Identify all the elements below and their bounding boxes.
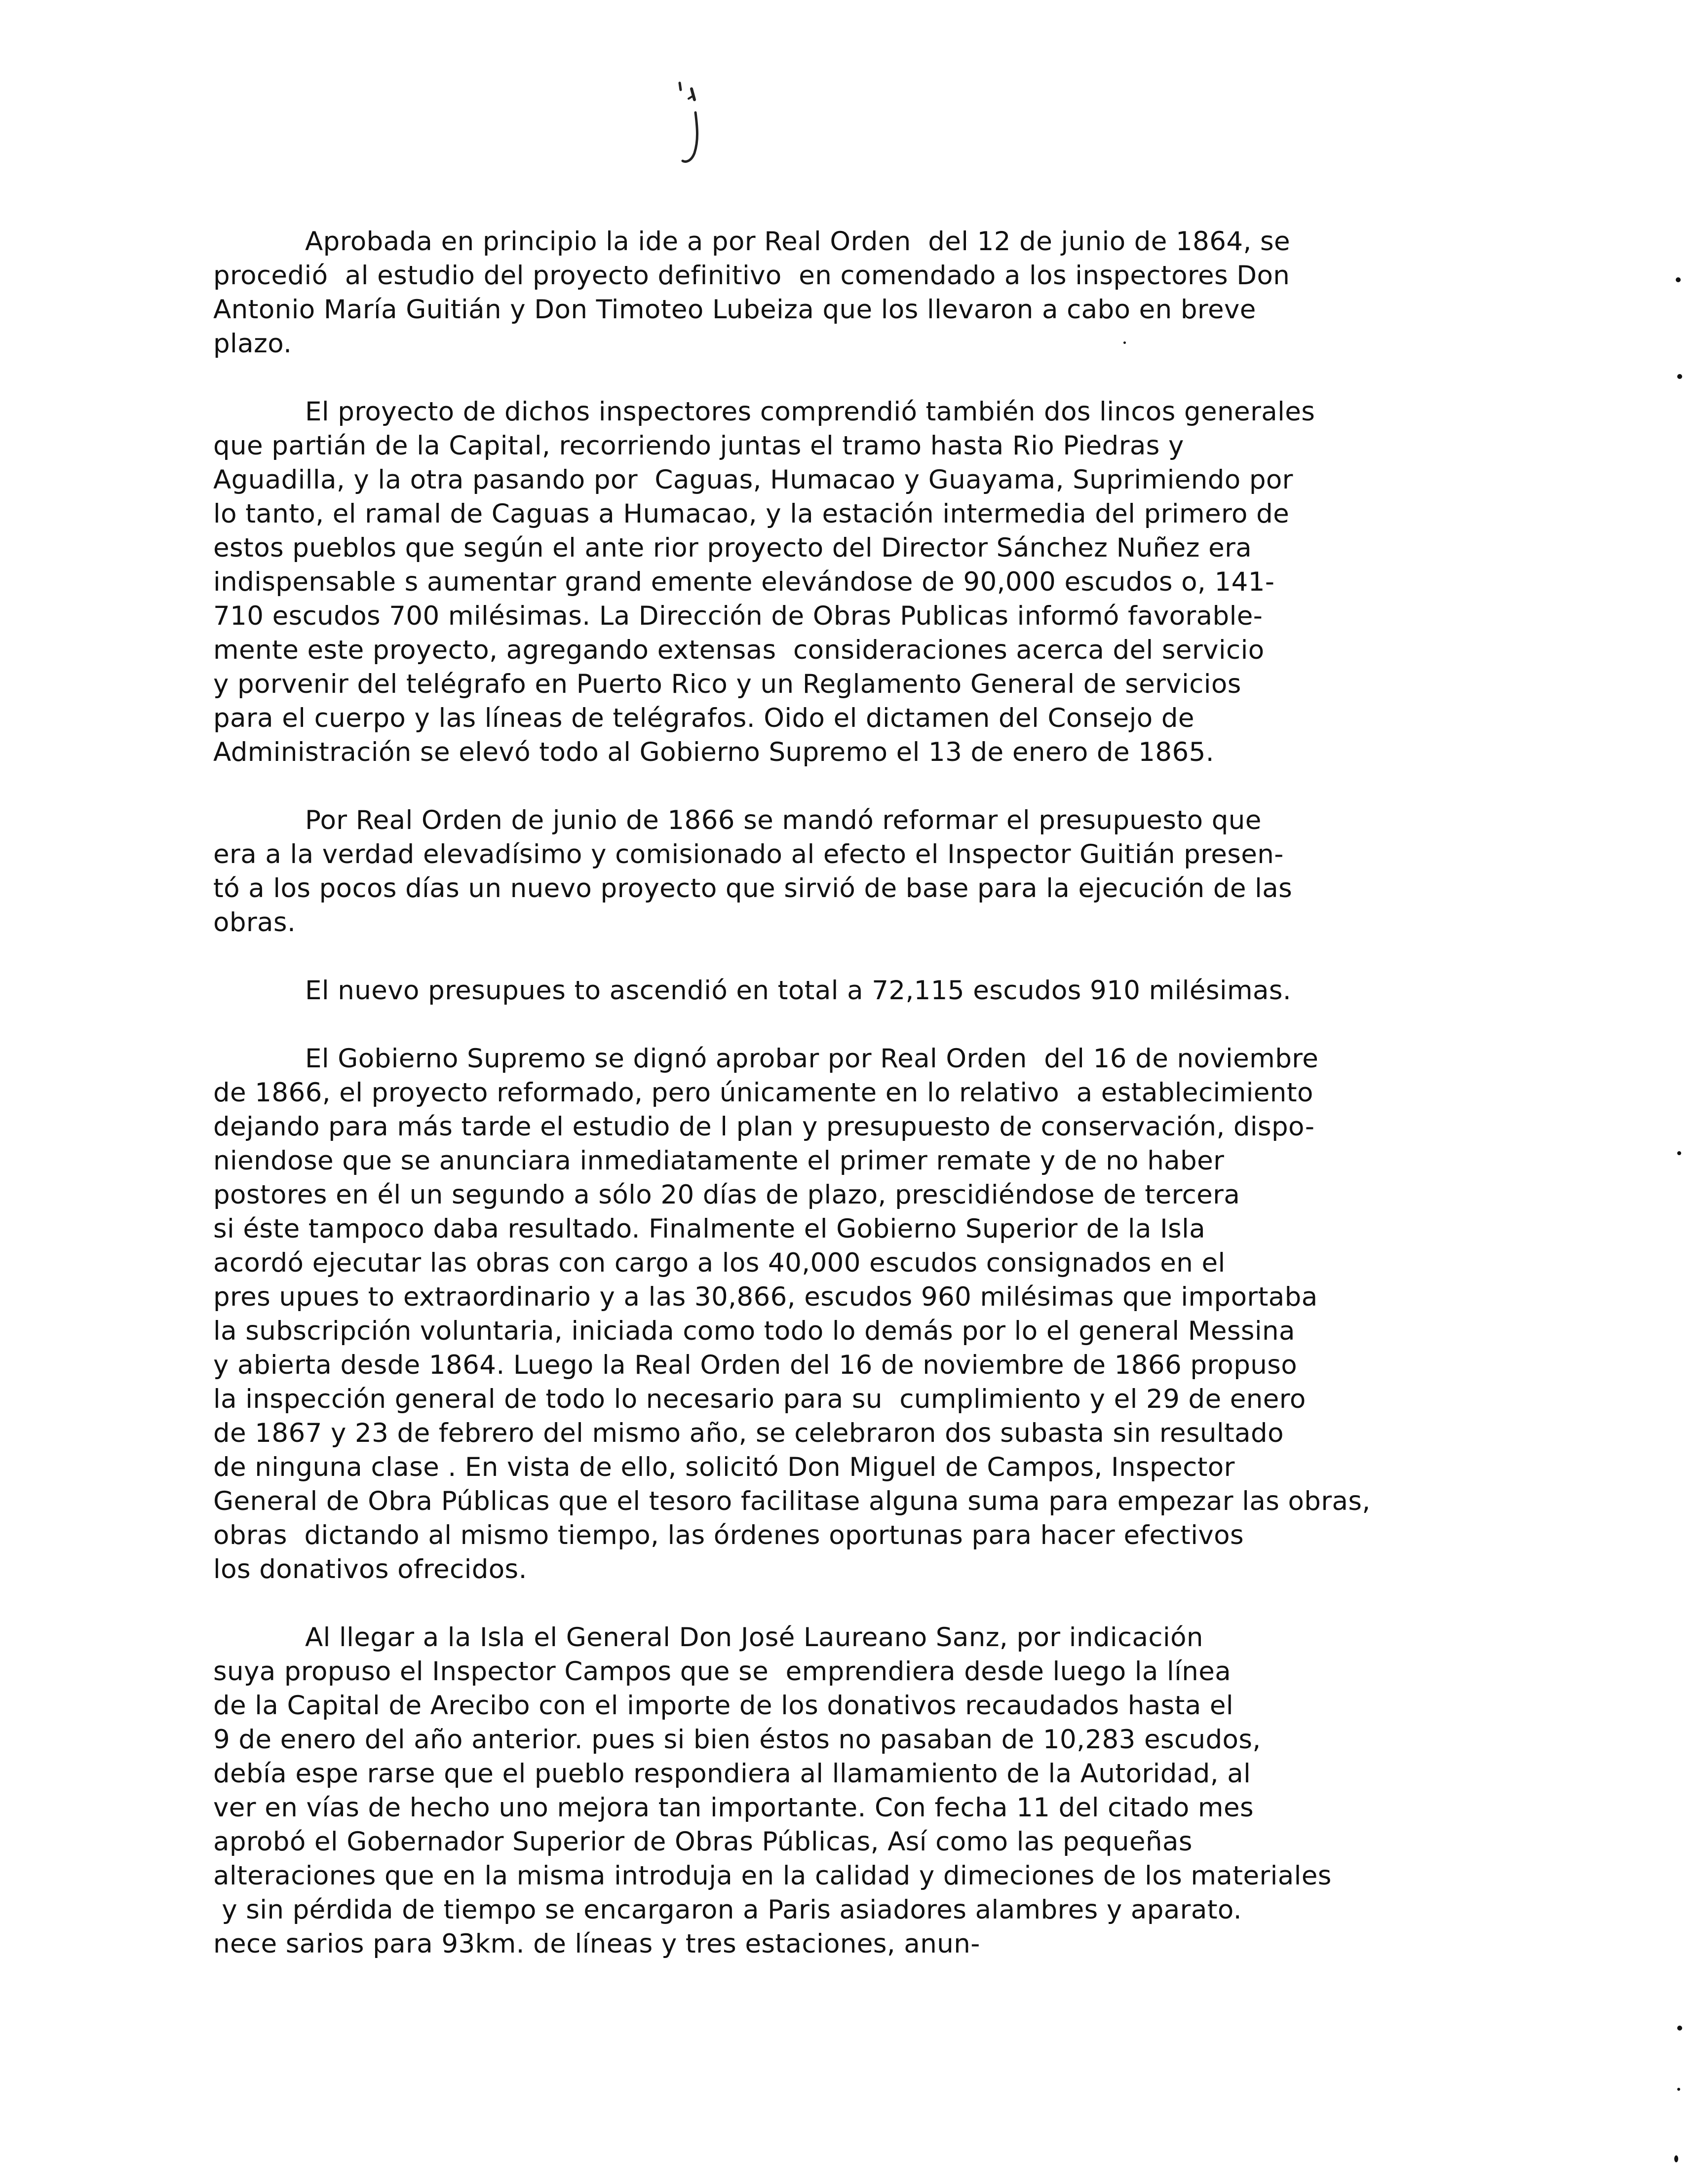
scan-speck	[1677, 2026, 1682, 2031]
text-line: Aprobada en principio la ide a por Real Orden del 12 de junio de 1864, se	[305, 226, 1291, 257]
text-line: lo tanto, el ramal de Caguas a Humacao, y la estación intermedia del primero de	[213, 499, 1290, 529]
text-line: Por Real Orden de junio de 1866 se mandó reformar el presupuesto que	[305, 805, 1262, 835]
scan-speck	[1123, 341, 1126, 344]
text-line: nece sarios para 93km. de líneas y tres estaciones, anun-	[213, 1929, 980, 1959]
text-line: acordó ejecutar las obras con cargo a los 40,000 escudos consignados en el	[213, 1248, 1226, 1278]
scan-speck	[1677, 1151, 1681, 1155]
text-line: General de Obra Públicas que el tesoro facilitase alguna suma para empezar las obras,	[213, 1486, 1371, 1516]
handwritten-mark	[659, 74, 708, 173]
text-line: estos pueblos que según el ante rior proyecto del Director Sánchez Nuñez era	[213, 533, 1252, 563]
text-line: Antonio María Guitián y Don Timoteo Lubeiza que los llevaron a cabo en breve	[213, 295, 1256, 325]
text-line: de 1867 y 23 de febrero del mismo año, se celebraron dos subasta sin resultado	[213, 1418, 1284, 1448]
text-line: tó a los pocos días un nuevo proyecto que sirvió de base para la ejecución de las	[213, 873, 1293, 904]
text-line: niendose que se anunciara inmediatamente el primer remate y de no haber	[213, 1146, 1225, 1176]
text-line: debía espe rarse que el pueblo respondiera al llamamiento de la Autoridad, al	[213, 1759, 1251, 1789]
text-line: postores en él un segundo a sólo 20 días de plazo, prescidiéndose de tercera	[213, 1180, 1240, 1210]
text-line: 710 escudos 700 milésimas. La Dirección de Obras Publicas informó favorable-	[213, 601, 1263, 631]
text-line: Aguadilla, y la otra pasando por Caguas, Humacao y Guayama, Suprimiendo por	[213, 465, 1293, 495]
text-line: y porvenir del telégrafo en Puerto Rico y un Reglamento General de servicios	[213, 669, 1241, 699]
text-line: indispensable s aumentar grand emente elevándose de 90,000 escudos o, 141-	[213, 567, 1275, 597]
text-line: plazo.	[213, 329, 292, 359]
text-line: era a la verdad elevadísimo y comisionado al efecto el Inspector Guitián presen-	[213, 839, 1284, 869]
text-line: si éste tampoco daba resultado. Finalmente el Gobierno Superior de la Isla	[213, 1214, 1206, 1244]
text-line: Administración se elevó todo al Gobierno Supremo el 13 de enero de 1865.	[213, 737, 1214, 767]
text-line: de 1866, el proyecto reformado, pero únicamente en lo relativo a establecimiento	[213, 1078, 1313, 1108]
text-line: obras.	[213, 907, 296, 938]
text-line: mente este proyecto, agregando extensas consideraciones acerca del servicio	[213, 635, 1265, 665]
text-line: El proyecto de dichos inspectores comprendió también dos lincos generales	[305, 397, 1315, 427]
text-line: la subscripción voluntaria, iniciada como todo lo demás por lo el general Messina	[213, 1316, 1295, 1346]
scan-speck	[1677, 2088, 1680, 2091]
text-line: de ninguna clase . En vista de ello, solicitó Don Miguel de Campos, Inspector	[213, 1452, 1235, 1482]
text-line: para el cuerpo y las líneas de telégrafos. Oido el dictamen del Consejo de	[213, 703, 1194, 733]
text-line: y sin pérdida de tiempo se encargaron a Paris asiadores alambres y aparato.	[213, 1895, 1242, 1925]
text-line: que partián de la Capital, recorriendo juntas el tramo hasta Rio Piedras y	[213, 431, 1184, 461]
text-line: 9 de enero del año anterior. pues si bien éstos no pasaban de 10,283 escudos,	[213, 1725, 1261, 1755]
text-line: alteraciones que en la misma introduja en la calidad y dimeciones de los materiales	[213, 1861, 1332, 1891]
text-line: de la Capital de Arecibo con el importe de los donativos recaudados hasta el	[213, 1691, 1234, 1721]
scan-speck	[1676, 277, 1681, 282]
text-line: El nuevo presupues to ascendió en total a 72,115 escudos 910 milésimas.	[305, 976, 1292, 1006]
text-line: suya propuso el Inspector Campos que se emprendiera desde luego la línea	[213, 1657, 1232, 1687]
text-line: los donativos ofrecidos.	[213, 1554, 527, 1584]
text-line: obras dictando al mismo tiempo, las órdenes oportunas para hacer efectivos	[213, 1520, 1244, 1550]
text-line: dejando para más tarde el estudio de l plan y presupuesto de conservación, dispo-	[213, 1112, 1315, 1142]
text-line: procedió al estudio del proyecto definitivo en comendado a los inspectores Don	[213, 261, 1290, 291]
text-line: Al llegar a la Isla el General Don José Laureano Sanz, por indicación	[305, 1622, 1203, 1653]
text-line: pres upues to extraordinario y a las 30,866, escudos 960 milésimas que importaba	[213, 1282, 1318, 1312]
text-line: y abierta desde 1864. Luego la Real Orden del 16 de noviembre de 1866 propuso	[213, 1350, 1298, 1380]
text-line: aprobó el Gobernador Superior de Obras Públicas, Así como las pequeñas	[213, 1827, 1193, 1857]
text-line: ver en vías de hecho uno mejora tan importante. Con fecha 11 del citado mes	[213, 1793, 1254, 1823]
text-line: la inspección general de todo lo necesario para su cumplimiento y el 29 de enero	[213, 1384, 1306, 1414]
scan-speck	[1677, 374, 1682, 379]
scan-speck	[1674, 2155, 1678, 2162]
text-line: El Gobierno Supremo se dignó aprobar por Real Orden del 16 de noviembre	[305, 1044, 1319, 1074]
